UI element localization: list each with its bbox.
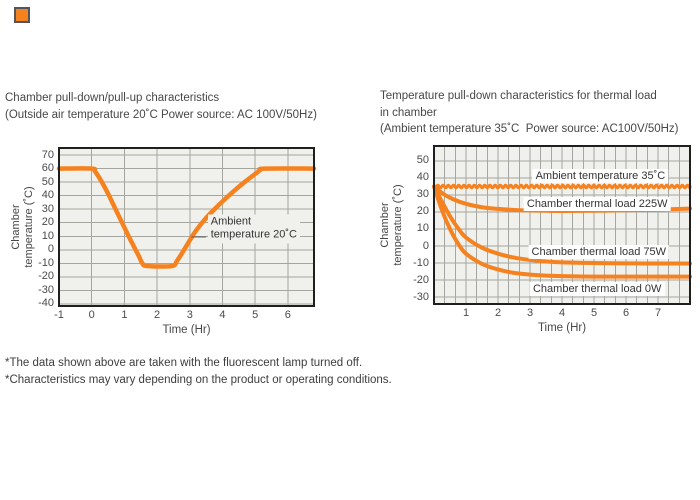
y-tick-label: -40	[38, 297, 54, 310]
right-chart-title-line: Temperature pull-down characteristics for thermal load	[380, 90, 657, 102]
x-tick-label: -1	[54, 309, 64, 321]
x-tick-label: 2	[154, 309, 161, 321]
x-axis-label: Time (Hr)	[537, 322, 587, 334]
right-chart-title-line: in chamber	[380, 106, 437, 119]
y-tick-label: 30	[41, 202, 54, 215]
x-tick-label: 1	[462, 307, 470, 319]
y-tick-label: 70	[41, 148, 54, 161]
chamber-thermal-load-75w-label: Chamber thermal load 75W	[529, 245, 670, 259]
y-axis-label-line: temperature (˚C)	[23, 186, 35, 268]
y-tick-label: -20	[413, 273, 429, 286]
y-tick-label: 40	[41, 189, 54, 202]
footnotes	[5, 355, 392, 388]
y-tick-label: 40	[416, 171, 429, 184]
x-tick-label: 7	[654, 307, 662, 319]
y-axis-label-line: Chamber	[10, 204, 22, 250]
x-tick-label: 3	[526, 307, 534, 319]
x-tick-label: 5	[252, 309, 259, 321]
x-tick-label: 4	[558, 307, 566, 319]
y-tick-label: 10	[416, 222, 429, 235]
y-tick-label: 0	[47, 243, 54, 256]
y-tick-label: -10	[38, 256, 54, 269]
chamber-thermal-load-0w-label: Chamber thermal load 0W	[530, 282, 664, 296]
left-chart-title-line: Chamber pull-down/pull-up characteristics	[5, 92, 220, 104]
y-tick-label: -30	[38, 283, 54, 296]
x-tick-label: 3	[186, 309, 193, 321]
y-tick-label: -30	[413, 290, 429, 303]
y-axis-label-line: Chamber	[379, 202, 391, 248]
y-axis-label-line: temperature (˚C)	[392, 184, 404, 266]
y-tick-label: 50	[416, 154, 429, 167]
chart-0	[59, 148, 314, 306]
curve-annotation-line: Ambient	[210, 215, 252, 228]
ambient-temperature-label: Ambient temperature 35˚C	[533, 169, 669, 183]
y-tick-label: 10	[41, 229, 54, 242]
x-tick-label: 0	[88, 309, 95, 321]
x-tick-label: 6	[284, 309, 291, 321]
footnote-line: *The data shown above are taken with the fluorescent lamp turned off.	[5, 357, 363, 369]
y-tick-label: 50	[41, 175, 54, 188]
x-tick-label: 2	[494, 307, 502, 319]
y-tick-label: 30	[416, 188, 429, 201]
y-tick-label: 20	[416, 205, 429, 218]
chart-1	[434, 146, 690, 304]
x-tick-label: 5	[590, 307, 598, 319]
x-axis-label: Time (Hr)	[162, 324, 211, 336]
curve-annotation-line: temperature 20˚C	[210, 228, 297, 241]
y-tick-label: 60	[41, 162, 54, 175]
right-chart-title-line: (Ambient temperature 35˚C Power source: AC100V/50Hz)	[380, 123, 679, 135]
x-tick-label: 6	[622, 307, 630, 319]
ambient-temperature-curve	[434, 185, 690, 188]
y-tick-label: -10	[413, 256, 429, 269]
left-chart-title-line: (Outside air temperature 20˚C Power source: AC 100V/50Hz)	[5, 108, 317, 121]
y-tick-label: 20	[41, 216, 54, 229]
y-tick-label: -20	[38, 270, 54, 283]
x-tick-label: 1	[121, 309, 128, 321]
chamber-thermal-load-225w-label: Chamber thermal load 225W	[524, 197, 671, 211]
y-tick-label: 0	[422, 239, 429, 252]
footnote-line: *Characteristics may vary depending on the product or operating conditions.	[5, 373, 392, 386]
x-tick-label: 4	[219, 309, 226, 321]
